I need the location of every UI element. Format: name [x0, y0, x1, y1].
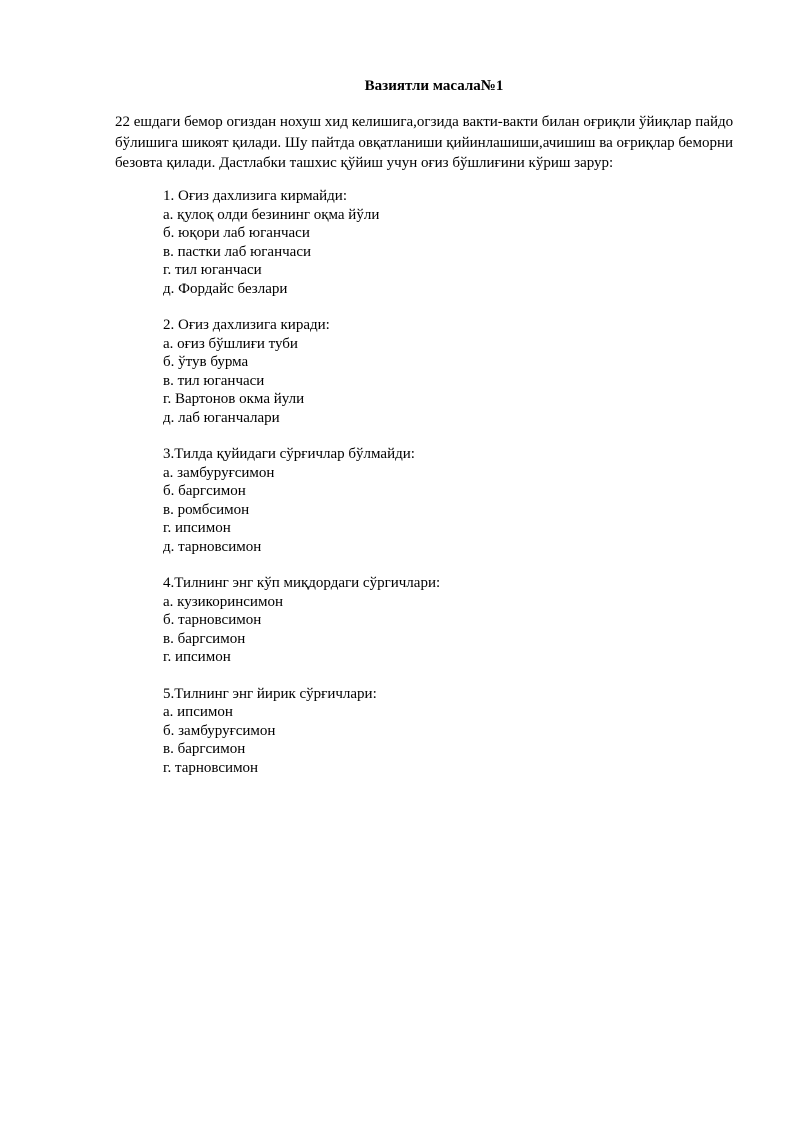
answer-option: в. пастки лаб юганчаси — [163, 243, 312, 260]
answer-option: д. тарновсимон — [163, 538, 262, 555]
answer-option: г. тарновсимон — [163, 759, 259, 776]
question — [163, 574, 723, 667]
answer-option: в. баргсимон — [163, 630, 246, 647]
answer-option: а. оғиз бўшлиғи туби — [163, 335, 298, 352]
case-description: 22 ешдаги бемор огиздан нохуш хид келишига,огзида вакти-вакти билан оғриқли ўйиқлар пайдо бўлишига шикоят қилади. Шу пайтда овқатланиши қийинлашиши,ачишиш ва оғриқлар беморни безовта қилади. Дастлабки ташхис қўйиш учун оғиз бўшлиғини кўриш зарур: — [115, 114, 734, 171]
answer-option: б. баргсимон — [163, 483, 246, 499]
question-stem: 2. Оғиз дахлизига киради: — [163, 317, 330, 333]
answer-option: в. баргсимон — [163, 741, 246, 757]
question-stem: 1. Оғиз дахлизига кирмайди: — [163, 188, 347, 204]
answer-option: б. замбуруғсимон — [163, 722, 276, 739]
answer-option: г. тил юганчаси — [163, 262, 262, 278]
answer-option: в. тил юганчаси — [163, 372, 265, 389]
answer-option: г. Вартонов окма йули — [163, 391, 305, 407]
answer-option: а. ипсимон — [163, 704, 233, 720]
question-stem: 4.Тилнинг энг кўп миқдордаги сўргичлари: — [163, 575, 441, 591]
question — [163, 445, 723, 556]
answer-option: б. ўтув бурма — [163, 354, 249, 370]
document-title: Вазиятли масала№1 — [364, 78, 504, 94]
question-stem: 3.Тилда қуйидаги сўрғичлар бўлмайди: — [163, 446, 415, 462]
question-stem: 5.Тилнинг энг йирик сўрғичлари: — [163, 685, 377, 702]
answer-option: г. ипсимон — [163, 520, 231, 536]
answer-option: а. кузикоринсимон — [163, 593, 283, 610]
question — [163, 316, 723, 427]
answer-option: б. юқори лаб юганчаси — [163, 225, 310, 241]
question-list — [163, 187, 723, 795]
answer-option: в. ромбсимон — [163, 501, 250, 518]
answer-option: д. Фордайс безлари — [163, 280, 288, 297]
answer-option: а. қулоқ олди безининг оқма йўли — [163, 206, 380, 223]
question — [163, 187, 723, 298]
answer-option: д. лаб юганчалари — [163, 409, 280, 426]
answer-option: б. тарновсимон — [163, 612, 262, 628]
question — [163, 685, 723, 778]
answer-option: г. ипсимон — [163, 649, 231, 665]
answer-option: а. замбуруғсимон — [163, 464, 275, 481]
